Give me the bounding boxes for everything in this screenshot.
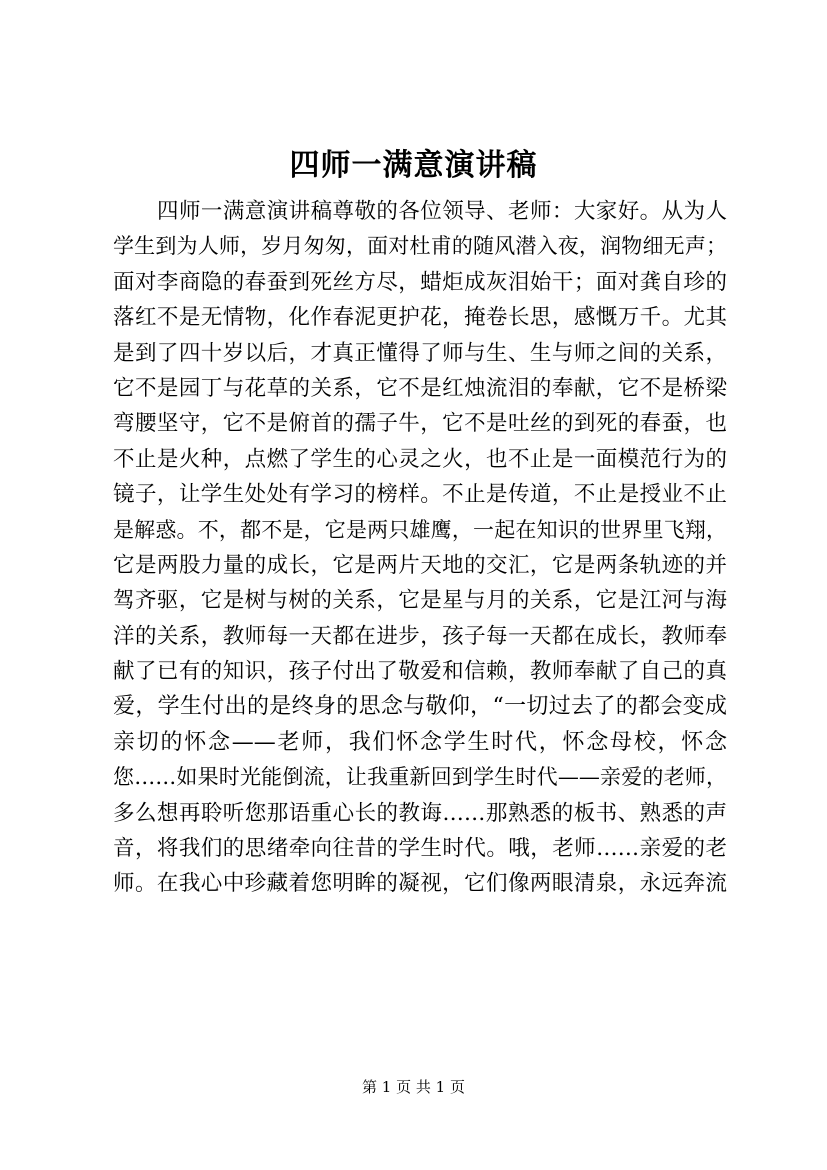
body-line: 驾齐驱，它是树与树的关系，它是星与月的关系，它是江河与海 — [113, 588, 727, 614]
body-line: 它是两股力量的成长，它是两片天地的交汇，它是两条轨迹的并 — [113, 552, 727, 578]
body-line: 师。在我心中珍藏着您明眸的凝视，它们像两眼清泉，永远奔流 — [113, 871, 727, 897]
document-title: 四师一满意演讲稿 — [289, 148, 538, 183]
body-line: 爱，学生付出的是终身的思念与敬仰，“一切过去了的都会变成 — [113, 694, 727, 720]
body-line: 亲切的怀念——老师，我们怀念学生时代，怀念母校，怀念 — [113, 729, 727, 755]
body-line: 四师一满意演讲稿尊敬的各位领导、老师：大家好。从为人 — [157, 199, 727, 224]
body-line: 不止是火种，点燃了学生的心灵之火，也不止是一面模范行为的 — [113, 446, 727, 472]
body-line: 音，将我们的思绪牵向往昔的学生时代。哦，老师……亲爱的老 — [113, 836, 727, 862]
body-line: 是解惑。不，都不是，它是两只雄鹰，一起在知识的世界里飞翔， — [113, 517, 727, 542]
body-line: 您……如果时光能倒流，让我重新回到学生时代——亲爱的老师， — [113, 765, 727, 790]
body-line: 落红不是无情物，化作春泥更护花，掩卷长思，感慨万千。尤其 — [113, 305, 727, 331]
body-line: 多么想再聆听您那语重心长的教诲……那熟悉的板书、熟悉的声 — [113, 800, 727, 826]
body-line: 学生到为人师，岁月匆匆，面对杜甫的随风潜入夜，润物细无声； — [113, 234, 727, 259]
document-body — [113, 194, 727, 902]
body-line: 弯腰坚守，它不是俯首的孺子牛，它不是吐丝的到死的春蚕，也 — [113, 411, 727, 437]
page-number-footer: 第 1 页 共 1 页 — [362, 1078, 465, 1096]
body-line: 献了已有的知识，孩子付出了敬爱和信赖，教师奉献了自己的真 — [113, 659, 727, 685]
body-line: 镜子，让学生处处有学习的榜样。不止是传道，不止是授业不止 — [113, 482, 727, 508]
body-line: 洋的关系，教师每一天都在进步，孩子每一天都在成长，教师奉 — [113, 623, 727, 649]
body-line: 它不是园丁与花草的关系，它不是红烛流泪的奉献，它不是桥梁 — [113, 375, 727, 401]
body-line: 是到了四十岁以后，才真正懂得了师与生、生与师之间的关系， — [113, 340, 727, 366]
body-line: 面对李商隐的春蚕到死丝方尽，蜡炬成灰泪始干；面对龚自珍的 — [113, 269, 727, 295]
